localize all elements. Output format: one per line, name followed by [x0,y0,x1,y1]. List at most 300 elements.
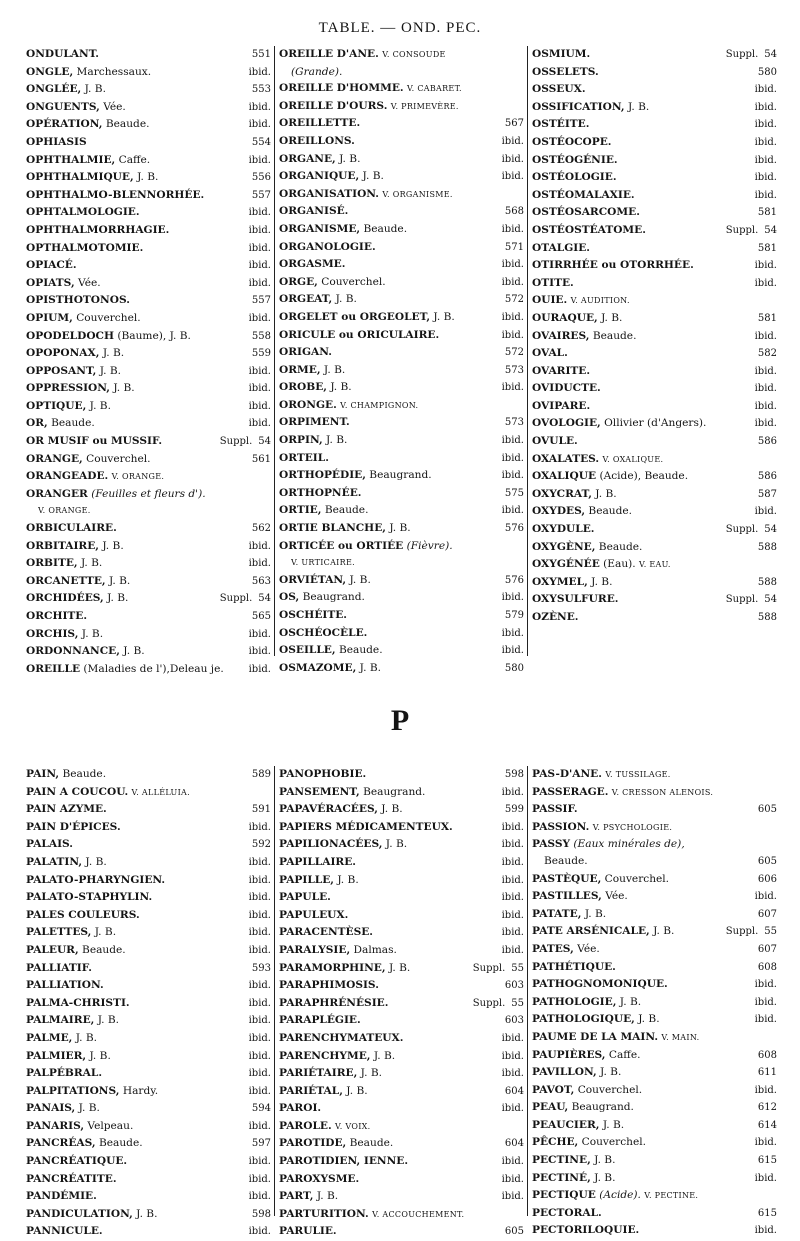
index-entry [279,362,524,380]
entry-page [755,469,777,486]
entry-page [246,311,271,328]
index-entry [532,1047,777,1065]
entry-term: OTALGIE. [532,241,590,254]
entry-text [532,503,632,520]
index-entry [26,451,271,469]
entry-detail: Marchessaux. [76,65,152,78]
entry-text [279,995,388,1012]
entry-term: ORDONNANCE, [26,645,120,658]
entry-page-number: ibid. [248,1050,271,1062]
index-entry [279,485,524,503]
entry-term: PATHOGNOMONIQUE. [532,978,668,991]
index-entry [532,1117,777,1135]
index-entry [532,784,777,802]
entry-term: PEAU, [532,1101,569,1114]
entry-text [279,625,367,642]
index-entry [279,1188,524,1206]
entry-text [532,609,578,626]
entry-text [532,521,594,538]
index-entry [279,836,524,854]
entry-term: ORCHIS, [26,627,79,640]
entry-term: PASSY [532,838,571,851]
entry-detail: Vée. [103,100,126,113]
entry-page-number: 580 [757,66,777,78]
index-entry [26,46,271,64]
index-entry [26,960,271,978]
entry-page [752,117,777,134]
entry-text [279,432,347,449]
entry-page-number: 608 [757,961,777,973]
entry-page-number: 561 [251,453,271,465]
entry-page-number: ibid. [248,1032,271,1044]
entry-term: OPIUM, [26,311,73,324]
entry-text [544,853,588,870]
entry-page [502,1136,524,1153]
entry-text [279,854,356,871]
entry-page [249,961,271,978]
entry-detail: J. B. [388,961,411,974]
entry-page [723,522,777,539]
entry-page [502,345,524,362]
entry-text [279,186,453,204]
entry-text [279,1135,393,1152]
entry-term: PARULIE. [279,1225,337,1238]
entry-term: ONDULANT. [26,48,99,60]
entry-page-number: 54 [258,436,271,448]
entry-text [532,976,668,993]
index-entry [26,169,271,187]
entry-page [752,276,777,293]
entry-text [26,468,164,486]
entry-text [532,1222,639,1239]
entry-detail: Couverchel. [604,872,670,885]
entry-term: OSCHÉOCÈLE. [279,626,368,639]
entry-text [26,1153,127,1170]
entry-page [752,977,777,994]
entry-page [755,540,777,557]
entry-detail: (Grande). [291,65,343,78]
index-entry [26,626,271,644]
entry-cross-reference: V. ORANGE. [38,506,91,516]
entry-page [246,627,271,644]
entry-text [532,116,589,133]
entry-page-number: 562 [251,523,271,535]
entry-page-number: 557 [251,295,271,307]
entry-detail: J. B. [123,645,145,658]
index-entry [532,959,777,977]
entry-text [532,591,619,608]
index-entry [26,1012,271,1030]
index-entry [532,609,777,627]
entry-text [26,889,152,906]
index-entry [532,994,777,1012]
entry-page-number: ibid. [248,66,271,78]
entry-page-number: 612 [757,1102,777,1114]
entry-term: PAPIERS MÉDICAMENTEUX. [279,820,453,833]
entry-term: PAVILLON, [532,1066,597,1079]
entry-page-number: 605 [504,1226,524,1238]
entry-text [279,660,381,677]
index-entry [279,1100,524,1118]
entry-text [532,1029,699,1047]
entry-term: OXALIQUE [532,470,597,483]
entry-term: PAIN AZYME. [26,803,107,816]
entry-term: OPOPONAX, [26,347,100,360]
entry-term: PARIÉTAIRE, [279,1067,358,1080]
entry-term: OROBE, [279,381,327,394]
index-entry [532,222,777,240]
index-entry [26,204,271,222]
entry-detail: J. B. [137,171,159,184]
index-entry [26,1083,271,1101]
entry-page-number: 603 [504,1015,524,1027]
entry-text [532,784,713,802]
entry-page-number: ibid. [248,892,271,904]
entry-detail: J. B. [653,925,675,938]
entry-page [246,943,271,960]
entry-text [26,275,101,292]
entry-detail: J. B. [339,152,361,165]
entry-detail: Vée. [577,942,600,955]
entry-page-number: 598 [504,769,524,780]
index-entry [532,257,777,275]
index-column [26,766,275,1238]
entry-term: OVIDUCTE. [532,382,601,395]
entry-text [532,906,606,923]
entry-detail: J. B. [359,661,381,674]
entry-page-number: ibid. [248,418,271,430]
index-entry [279,784,524,802]
index-entry [26,608,271,626]
entry-page [752,1171,777,1188]
index-entry [279,977,524,995]
entry-text [279,942,397,959]
entry-page [752,1135,777,1152]
entry-detail: Beaude. [51,417,95,430]
entry-text [532,1064,621,1081]
entry-page [752,1012,777,1029]
index-entry [532,415,777,433]
entry-text [532,801,578,818]
entry-term: OXYGÈNE, [532,540,596,553]
entry-detail: Beaude. [324,504,369,517]
entry-page [755,907,777,924]
entry-text [279,239,376,256]
entry-text [532,1011,660,1028]
entry-term: ORGE, [279,275,318,288]
index-entry [279,625,524,643]
index-entry [532,328,777,346]
entry-page-number: 565 [251,611,271,622]
entry-detail: Couverchel. [581,1136,647,1149]
index-entry [26,64,271,82]
entry-detail: J. B. [335,293,357,306]
index-entry [26,1118,271,1136]
entry-term: OPHTHALMORRHAGIE. [26,223,170,236]
entry-text [279,1083,368,1100]
entry-term: PASTÈQUE, [532,872,602,885]
entry-page-number: 580 [504,662,524,674]
entry-text [532,994,641,1011]
entry-text [532,1152,615,1169]
entry-detail: (Baume), J. B. [117,329,191,342]
entry-detail: Beaugrand. [302,591,365,604]
entry-text [532,292,630,310]
entry-detail: J. B. [373,1049,396,1062]
entry-page [246,556,271,573]
index-entry [279,1118,524,1136]
index-entry-continuation [279,64,524,81]
entry-page [499,134,524,151]
entry-page-number: ibid. [501,892,524,904]
entry-term: PASTILLES, [532,890,602,903]
entry-term: PECTIQUE [532,1189,596,1202]
entry-text [26,46,99,63]
entry-page [499,626,524,643]
entry-text [532,169,617,186]
index-entry [26,995,271,1013]
entry-text [279,1206,464,1224]
entry-detail: Beaude. [338,644,383,657]
entry-text [279,607,347,624]
page-header: TABLE. — OND. PEC. [318,20,482,36]
entry-text [26,643,145,660]
index-entry [279,520,524,538]
entry-page [249,521,271,538]
entry-page [752,170,777,187]
entry-term: ORGANISATION. [279,187,379,200]
index-entry [26,784,271,802]
index-entry [532,906,777,924]
entry-text [532,574,612,591]
entry-term: ORGANISÉ. [279,205,349,218]
index-entry [532,1099,777,1117]
entry-page [752,1083,777,1100]
entry-term: PAPILIONACÉES, [279,838,383,851]
entry-term: PANDICULATION, [26,1207,133,1220]
entry-detail: J. B. [594,1171,616,1184]
entry-term: ORCHITE. [26,610,88,622]
index-entry [532,486,777,504]
entry-text [532,941,600,958]
entry-text [291,554,355,572]
index-entry [532,116,777,134]
entry-term: PAPAVÉRACÉES, [279,803,378,816]
entry-term: PEAUCIER, [532,1118,600,1131]
index-entry [279,327,524,345]
index-column [528,46,780,656]
entry-term: OS, [279,591,300,604]
entry-page [246,1084,271,1101]
entry-page-number: ibid. [501,1032,524,1044]
entry-page-number: ibid. [248,277,271,289]
entry-text [26,520,117,537]
index-entry [279,274,524,292]
entry-cross-reference: V. PRIMEVÈRE. [390,101,459,111]
entry-page [755,487,777,504]
entry-text [26,64,151,81]
entry-page [755,241,777,258]
entry-page [246,416,271,433]
entry-detail: J. B. [316,1190,339,1203]
index-entry [532,169,777,187]
entry-detail: Beaugrand. [363,785,426,798]
entry-page [752,399,777,416]
entry-page [499,152,524,169]
entry-term: ORICULE ou ORICULAIRE. [279,328,440,341]
entry-page-number: ibid. [754,1014,777,1026]
entry-text [532,46,590,63]
entry-page [755,872,777,889]
entry-page [499,328,524,345]
entry-text [532,451,663,469]
entry-detail: (Acide), Beaude. [599,470,689,483]
entry-term: ORANGER [26,487,88,500]
index-entry [279,995,524,1013]
entry-page [752,364,777,381]
entry-detail: J. B. [85,855,107,868]
index-entry [279,151,524,169]
entry-page-number: ibid. [501,1156,524,1168]
entry-detail: (Feuilles et fleurs d'). [91,487,206,500]
entry-page [249,188,271,205]
entry-page [755,1153,777,1170]
entry-text [532,81,586,98]
entry-term: PART, [279,1190,314,1203]
entry-text [532,204,640,221]
entry-cross-reference: V. VOIX. [335,1121,371,1131]
entry-detail: Beaugrand. [369,469,432,482]
entry-text [279,538,453,555]
index-entry [279,960,524,978]
index-entry [532,923,777,941]
index-entry [279,467,524,485]
index-entry [279,256,524,274]
entry-term: OPPRESSION, [26,382,110,395]
index-entry [279,309,524,327]
entry-text [26,486,206,503]
entry-detail: Beaude. [82,943,126,956]
entry-page-number: ibid. [501,874,524,886]
entry-page-number: 608 [757,1049,777,1061]
entry-text [279,907,348,924]
entry-text [532,152,618,169]
entry-detail: J. B. [107,592,129,605]
entry-cross-reference: V. URTICAIRE. [291,558,355,568]
entry-page [249,170,271,187]
entry-detail: Ollivier (d'Angers). [604,417,707,430]
entry-supplement-note: Suppl. [472,962,506,974]
entry-page-number: ibid. [754,996,777,1008]
entry-page-number: ibid. [501,276,524,288]
entry-term: PAIN D'ÉPICES. [26,820,121,833]
entry-detail: J. B. [94,926,117,939]
entry-term: OREILLONS. [279,134,355,147]
entry-page [246,65,271,82]
entry-text [26,415,95,432]
index-entry [279,589,524,607]
index-entry [279,397,524,415]
index-entry [26,1100,271,1118]
entry-text [26,116,149,133]
entry-page-number: 591 [251,804,271,816]
entry-page-number: 593 [251,962,271,974]
entry-page-number: ibid. [248,1120,271,1132]
entry-page [755,942,777,959]
entry-page [499,380,524,397]
entry-term: PALES COULEURS. [26,908,140,921]
entry-text [26,187,204,204]
entry-text [279,203,348,220]
entry-detail: Couverchel. [577,1083,643,1096]
entry-page-number: 55 [511,962,524,974]
entry-term: OVOLOGIE, [532,417,601,430]
entry-page-number: ibid. [501,821,524,833]
entry-text [279,379,352,396]
entry-text [532,819,672,837]
entry-page [502,802,524,819]
entry-text [532,240,590,257]
entry-page [499,222,524,239]
entry-detail: J. B. [591,575,613,588]
entry-page [499,873,524,890]
entry-page [246,1013,271,1030]
index-entry [532,99,777,117]
entry-term: PAIN A COUCOU. [26,785,129,798]
entry-page-number: 588 [757,612,777,623]
entry-text [279,1030,403,1047]
index-entry [279,1065,524,1083]
entry-text [532,836,685,853]
entry-term: ORTIE, [279,504,322,517]
entry-page [502,240,524,257]
index-entry [279,46,524,64]
entry-page-number: ibid. [248,628,271,640]
index-entry-continuation [532,853,777,871]
entry-page [246,820,271,837]
entry-term: PANDÉMIE. [26,1190,97,1203]
entry-supplement-note: Suppl. [725,524,759,536]
entry-page [249,1136,271,1153]
entry-page-number: ibid. [248,1156,271,1168]
index-entry [279,502,524,520]
entry-term: OSMIUM. [532,48,591,60]
entry-page-number: ibid. [501,856,524,868]
entry-page-number: ibid. [248,997,271,1009]
entry-page-number: ibid. [501,592,524,604]
index-entry [532,819,777,837]
entry-cross-reference: V. ORANGE. [111,472,165,482]
entry-term: OXYCRAT, [532,487,592,500]
entry-text [532,222,646,239]
index-entry [279,1206,524,1224]
entry-term: OSTÉOLOGIE. [532,171,617,184]
entry-detail: Vée. [605,890,628,903]
entry-page [723,47,777,64]
entry-text [279,766,366,783]
entry-term: ORONGE. [279,398,337,411]
entry-page-number: 55 [511,997,524,1009]
entry-detail: J. B. [627,100,650,113]
entry-text [26,134,87,151]
entry-term: PARENCHYME, [279,1049,371,1062]
entry-term: OREILLE D'OURS. [279,99,388,112]
entry-term: PAUME DE LA MAIN. [532,1030,659,1043]
entry-page-number: ibid. [501,1050,524,1062]
index-entry [26,801,271,819]
entry-text [279,467,432,484]
index-entry [279,1030,524,1048]
